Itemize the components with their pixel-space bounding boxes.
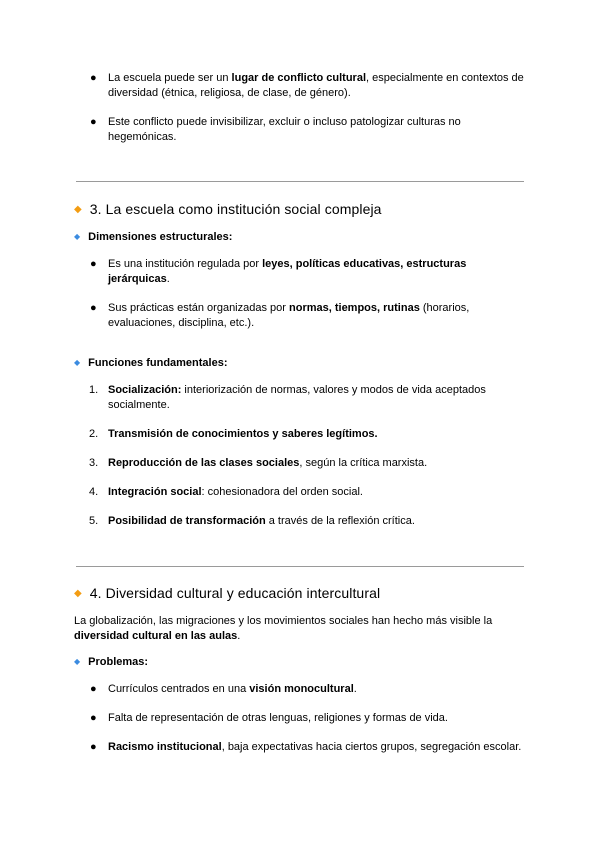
blue-diamond-icon: ◆ (74, 657, 81, 666)
blue-diamond-icon: ◆ (74, 232, 81, 241)
section-heading: ◆ 3. La escuela como institución social compleja (74, 201, 382, 217)
problems-bullet-list (0, 682, 600, 755)
list-item: 5. Posibilidad de transformación a través de la reflexión crítica. (89, 515, 415, 527)
subsection-heading: ◆ Dimensiones estructurales: (74, 231, 233, 243)
list-item: ● Currículos centrados en una visión monocultural. (90, 683, 357, 695)
structural-bullet-list (0, 257, 600, 331)
list-item: 4. Integración social: cohesionadora del orden social. (89, 486, 363, 498)
functions-numbered-list (0, 383, 600, 529)
section-divider (76, 566, 524, 567)
blue-diamond-icon: ◆ (74, 358, 81, 367)
section-heading: ◆ 4. Diversidad cultural y educación intercultural (74, 585, 381, 601)
list-item: ● La escuela puede ser un lugar de conflicto cultural, especialmente en contextos de diversidad (étnica, religiosa, de clase, de género). (90, 72, 524, 99)
list-item: ● Sus prácticas están organizadas por normas, tiempos, rutinas (horarios, evaluaciones, disciplina, etc.). (90, 302, 470, 329)
list-item: ● Este conflicto puede invisibilizar, excluir o incluso patologizar culturas no hegemónicas. (90, 116, 461, 143)
list-item: ● Falta de representación de otras lenguas, religiones y formas de vida. (90, 712, 448, 724)
bullet-dot-icon: ● (90, 258, 97, 270)
bullet-dot-icon: ● (90, 683, 97, 695)
bullet-dot-icon: ● (90, 302, 97, 314)
subsection-heading: ◆ Problemas: (74, 656, 149, 668)
orange-diamond-icon: ◆ (74, 204, 82, 215)
bullet-dot-icon: ● (90, 72, 97, 84)
list-item: 1. Socialización: interiorización de normas, valores y modos de vida aceptados socialmente. (89, 384, 486, 411)
list-item: 3. Reproducción de las clases sociales, según la crítica marxista. (89, 457, 428, 469)
bullet-dot-icon: ● (90, 741, 97, 753)
section-intro-paragraph: La globalización, las migraciones y los movimientos sociales han hecho más visible la diversidad cultural en las aulas. (74, 615, 493, 642)
orange-diamond-icon: ◆ (74, 588, 82, 599)
bullet-dot-icon: ● (90, 116, 97, 128)
list-item: 2. Transmisión de conocimientos y saberes legítimos. (89, 428, 378, 440)
list-item: ● Es una institución regulada por leyes, políticas educativas, estructuras jerárquicas. (90, 258, 467, 285)
subsection-heading: ◆ Funciones fundamentales: (74, 357, 228, 369)
section-divider (76, 181, 524, 182)
section2-bullet-list (0, 71, 600, 145)
list-item: ● Racismo institucional, baja expectativas hacia ciertos grupos, segregación escolar. (90, 741, 522, 753)
bullet-dot-icon: ● (90, 712, 97, 724)
